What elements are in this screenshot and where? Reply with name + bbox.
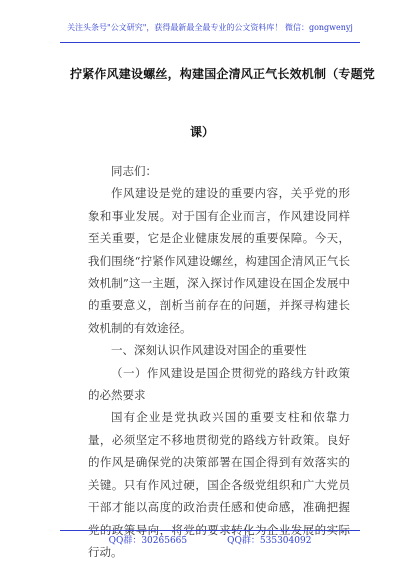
header-banner: 关注头条号"公文研究"，获得最新最全最专业的公文资料库！ 微信：gongwenyj xyxy=(67,23,353,32)
section-heading: 一、深刻认识作风建设对国企的重要性 xyxy=(111,343,307,358)
subsection-heading: （一）作风建设是国企贯彻党的路线方针政策的必然要求 xyxy=(88,365,350,403)
document-body xyxy=(88,160,350,563)
header-divider xyxy=(60,42,360,43)
footer-qq-group-1: QQ群：30265665 xyxy=(108,536,188,546)
footer-qq-group-2: QQ群：535304092 xyxy=(227,536,312,546)
footer xyxy=(60,534,360,548)
intro-paragraph: 作风建设是党的建设的重要内容，关乎党的形象和事业发展。对于国有企业而言，作风建设同样至关重要，它是企业健康发展的重要保障。今天，我们围绕“拧紧作风建设螺丝，构建国企清风正气长效机制”这一主题，深入探讨作风建设在国企发展中的重要意义，剖析当前存在的问题，并探寻构建长效机制的有效途径。 xyxy=(88,186,350,335)
footer-divider xyxy=(60,530,360,531)
document-title-continuation: 课） xyxy=(190,125,215,139)
greeting: 同志们： xyxy=(111,164,157,178)
document-title: 拧紧作风建设螺丝，构建国企清风正气长效机制（专题党 xyxy=(70,67,376,81)
body-paragraph: 国有企业是党执政兴国的重要支柱和依靠力量，必须坚定不移地贯彻党的路线方针政策。良好的作风是确保党的决策部署在国企得到有效落实的关键。只有作风过硬，国企各级党组织和广大党员干部才能以高度的政治责任感和使命感，准确把握党的政策导向，将党的要求转化为企业发展的实际行动。 xyxy=(88,410,350,559)
